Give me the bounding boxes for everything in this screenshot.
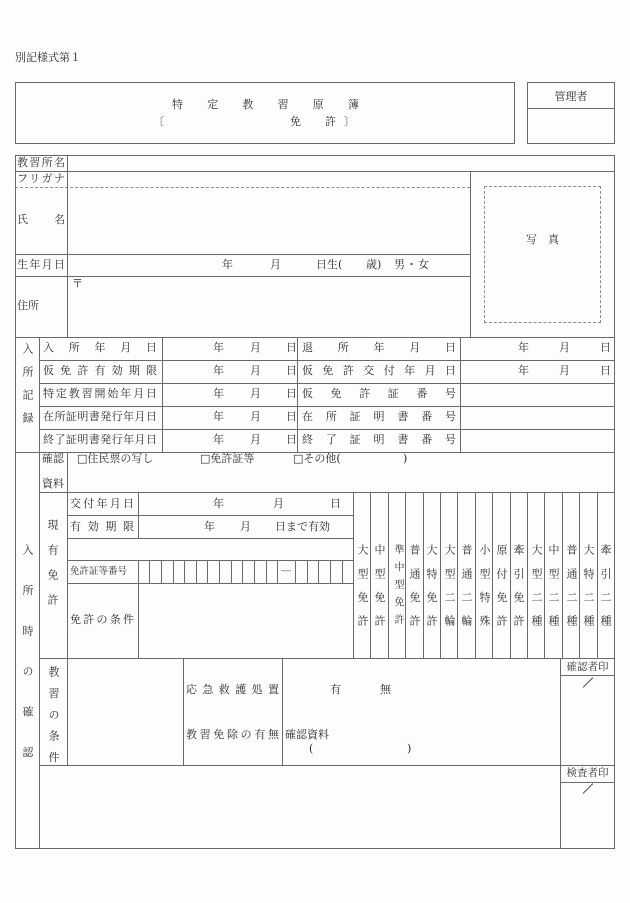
school-name-field[interactable] [68,156,613,171]
documents-label-line2: 資料 [42,477,64,490]
enrollment-certificate-date-field[interactable] [163,407,296,429]
category-divider [440,492,441,658]
enrollment-certificate-number-field[interactable] [461,407,614,429]
category-divider [492,492,493,658]
digit-cell-divider [242,560,243,583]
digit-cell-divider [231,560,232,583]
withdrawal-date-label: 退所年月日 [302,341,456,354]
divider [297,337,298,452]
day-unit: 日 [286,410,297,423]
month-unit: 月 [559,364,570,377]
name-label: 氏名 [17,213,65,226]
digit-cell-divider [254,560,255,583]
category-towing[interactable]: 牽引免許 [512,544,525,639]
notes-field[interactable] [40,766,559,848]
birth-date-label: 生年月日 [17,258,65,271]
day-unit: 日 [286,387,297,400]
birth-day-unit: 日生( [316,258,343,271]
month-unit: 月 [250,364,261,377]
year-unit: 年 [518,341,529,354]
day-unit: 日 [330,497,341,510]
license-conditions-label: 免許の条件 [70,613,134,626]
valid-until-suffix: 日まで有効 [275,520,330,533]
day-unit: 日 [286,364,297,377]
category-large-special-class2[interactable]: 大特二種 [582,544,595,639]
digit-cell-divider [342,560,343,583]
license-number-separator: — [280,564,292,577]
training-start-date-label: 特定教習開始年月日 [43,387,157,400]
category-divider [527,492,528,658]
license-number-field[interactable] [139,561,352,583]
exemption-doc-field[interactable] [318,742,404,757]
provisional-license-issue-date-field[interactable] [461,361,614,383]
other-close-paren: ) [403,452,408,465]
admission-date-field[interactable] [163,338,296,360]
admission-record-label: 入所記録 [21,343,34,435]
exemption-label: 教習免除の有無 [186,728,279,741]
digit-cell-divider [196,560,197,583]
year-unit: 年 [213,433,224,446]
divider [470,171,471,337]
license-word: 免許 [290,115,336,128]
checkbox-resident-record[interactable]: □住民票の写し [77,452,154,465]
first-aid-yes[interactable]: 有 [330,683,341,696]
checkbox-license[interactable]: □免許証等 [200,452,255,465]
year-unit: 年 [213,410,224,423]
confirmer-seal-field[interactable] [561,676,614,765]
category-divider [388,492,389,658]
month-unit: 月 [250,410,261,423]
digit-cell-divider [173,560,174,583]
category-divider [457,492,458,658]
day-unit: 日 [286,341,297,354]
photo-label: 写 真 [526,233,559,246]
category-medium-class2[interactable]: 中型二種 [547,544,560,639]
category-large-motorcycle[interactable]: 大型二輪 [443,544,456,639]
withdrawal-date-field[interactable] [461,338,614,360]
month-unit: 月 [240,520,251,533]
admission-date-label: 入所年月日 [43,341,157,354]
divider [15,254,470,255]
sex-choice[interactable]: 男・女 [394,258,430,271]
digit-cell-divider [266,560,267,583]
category-ordinary[interactable]: 普通免許 [408,544,421,639]
month-unit: 月 [250,387,261,400]
exemption-paren-open: ( [309,742,314,755]
digit-cell-divider [219,560,220,583]
category-divider [544,492,545,658]
furigana-label: フリガナ [17,172,65,185]
category-divider [370,492,371,658]
enrollment-certificate-number-label: 在所証明書番号 [302,410,456,423]
completion-certificate-number-field[interactable] [461,430,614,452]
digit-cell-divider [307,560,308,583]
category-divider [579,492,580,658]
license-number-label: 免許証等番号 [70,566,128,577]
manager-label: 管理者 [554,90,588,103]
year-unit: 年 [213,387,224,400]
form-title: 特定教習原簿 [172,98,359,111]
address-field[interactable] [68,277,469,336]
expiry-label: 有効期限 [70,520,134,533]
category-small-special[interactable]: 小型特殊 [478,544,491,639]
year-unit: 年 [518,364,529,377]
category-large-class2[interactable]: 大型二種 [530,544,543,639]
form-number: 別記様式第１ [15,51,81,64]
category-semi-medium[interactable]: 準中型免許 [392,544,403,632]
confirmer-seal-label: 確認者印 [566,661,609,673]
name-field[interactable] [68,188,469,254]
divider [282,658,283,765]
photo-area[interactable] [484,186,601,323]
provisional-license-expiry-label: 仮免許有効期限 [43,364,157,377]
digit-cell-divider [318,560,319,583]
divider [183,658,184,765]
provisional-license-expiry-field[interactable] [163,361,296,383]
digit-cell-divider [161,560,162,583]
license-type-field[interactable] [165,113,285,129]
birth-year-unit: 年 [222,258,233,271]
first-aid-no[interactable]: 無 [380,683,391,696]
category-moped[interactable]: 原付免許 [495,544,508,639]
exemption-paren-close: ) [407,742,412,755]
furigana-field[interactable] [68,172,469,187]
month-unit: 月 [559,341,570,354]
postal-mark: 〒 [72,277,83,290]
year-unit: 年 [213,364,224,377]
day-unit: 日 [600,364,611,377]
birth-month-unit: 月 [270,258,281,271]
month-unit: 月 [273,497,284,510]
provisional-license-number-field[interactable] [461,384,614,406]
year-unit: 年 [204,520,215,533]
digit-cell-divider [330,560,331,583]
checkbox-other[interactable]: □その他( [293,452,341,465]
exemption-doc-label: 確認資料 [285,728,329,741]
bracket-close: 〕 [344,115,355,128]
category-towing-class2[interactable]: 牽引二種 [599,544,612,639]
category-large-special[interactable]: 大特免許 [425,544,438,639]
completion-certificate-number-label: 終了証明書番号 [302,433,456,446]
current-license-label: 現有免許 [46,519,59,619]
address-label: 住所 [17,299,39,312]
digit-cell-divider [295,560,296,583]
inspector-seal-label: 検査者印 [566,767,609,779]
category-medium[interactable]: 中型免許 [373,544,386,639]
digit-cell-divider [207,560,208,583]
first-aid-label: 応急救護処置 [186,683,279,696]
category-divider [475,492,476,658]
year-unit: 年 [213,341,224,354]
digit-cell-divider [149,560,150,583]
divider [67,452,68,492]
completion-certificate-date-field[interactable] [163,430,296,452]
documents-label-line1: 確認 [42,452,64,465]
year-unit: 年 [213,497,224,510]
provisional-license-issue-date-label: 仮免許交付年月日 [302,364,456,377]
digit-cell-divider [184,560,185,583]
expiry-field[interactable] [139,516,352,538]
category-ordinary-class2[interactable]: 普通二種 [565,544,578,639]
category-large[interactable]: 大型免許 [356,544,369,639]
enrollment-certificate-date-label: 在所証明書発行年月日 [43,410,157,423]
inspector-seal-field[interactable] [561,783,614,848]
license-conditions-field[interactable] [139,584,352,658]
school-name-label: 教習所名 [17,156,65,169]
day-unit: 日 [286,433,297,446]
month-unit: 月 [250,341,261,354]
manager-seal-field[interactable] [528,109,614,143]
age-unit: 歳) [366,258,382,271]
issue-date-label: 交付年月日 [70,497,134,510]
day-unit: 日 [600,341,611,354]
category-ordinary-motorcycle[interactable]: 普通二輪 [460,544,473,639]
category-divider [562,492,563,658]
other-document-field[interactable] [344,452,400,468]
category-divider [405,492,406,658]
training-start-date-field[interactable] [163,384,296,406]
admission-check-label: 入所時の確認 [21,544,34,787]
completion-certificate-date-label: 終了証明書発行年月日 [43,433,157,446]
divider [353,492,354,658]
issue-date-field[interactable] [139,493,352,515]
current-license-blank-field[interactable] [68,539,352,560]
bracket-open: 〔 [153,115,164,128]
month-unit: 月 [250,433,261,446]
provisional-license-number-label: 仮免許証番号 [302,387,456,400]
training-conditions-field[interactable] [68,659,182,765]
training-conditions-label: 教習の条件 [47,666,60,773]
